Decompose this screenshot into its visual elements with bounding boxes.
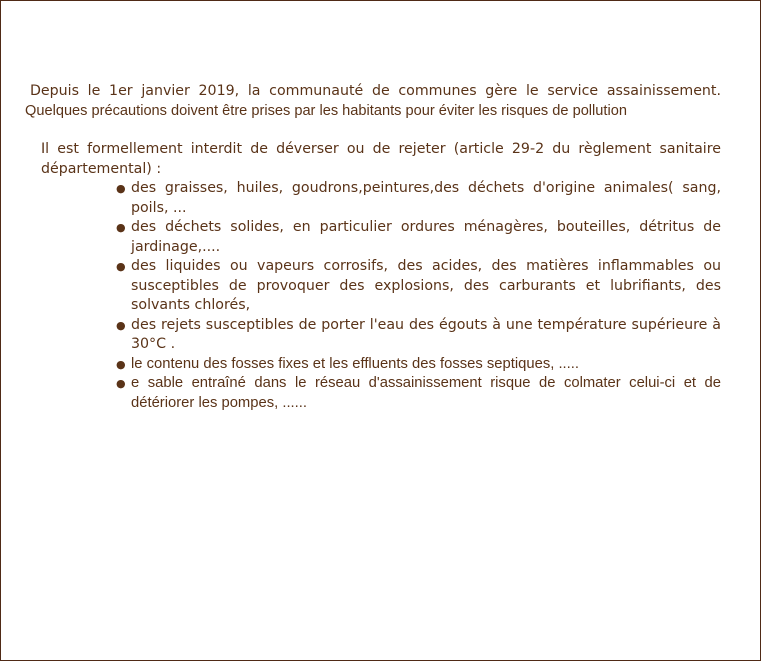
- list-item-text: des graisses, huiles, goudrons,peintures,des déchets d'origine animales( sang, poils, ...: [131, 180, 721, 216]
- list-item: [116, 179, 721, 218]
- list-item: [116, 374, 721, 413]
- article-content: [25, 82, 721, 413]
- bullet-icon: ●: [116, 182, 126, 195]
- rules-section: [41, 140, 721, 413]
- list-item-text: des liquides ou vapeurs corrosifs, des acides, des matières inflammables ou susceptibles de provoquer des explosions, des carburants et lubrifiants, des solvants chlorés,: [131, 258, 721, 313]
- bullet-icon: ●: [116, 318, 126, 332]
- bullet-icon: ●: [116, 377, 126, 390]
- list-item: [116, 218, 721, 257]
- list-item-text: des rejets susceptibles de porter l'eau des égouts à une température supérieure à 30°C .: [131, 316, 721, 352]
- list-item: [116, 257, 721, 316]
- rules-heading: Il est formellement interdit de déverser ou de rejeter (article 29-2 du règlement sanitaire départemental) :: [41, 141, 721, 177]
- list-item-text: des déchets solides, en particulier ordures ménagères, bouteilles, détritus de jardinage,....: [131, 219, 721, 255]
- list-item: [116, 316, 721, 355]
- bullet-icon: ●: [116, 221, 126, 234]
- intro-line-2: Quelques précautions doivent être prises par les habitants pour éviter les risques de pollution: [25, 102, 627, 119]
- list-item-text: e sable entraîné dans le réseau d'assainissement risque de colmater celui-ci et de détériorer les pompes, ......: [131, 375, 721, 411]
- intro-paragraph: [25, 82, 721, 121]
- list-item: [116, 355, 721, 375]
- bullet-icon: ●: [116, 260, 126, 273]
- bullet-icon: ●: [116, 357, 126, 371]
- rules-list: [41, 179, 721, 413]
- list-item-text: le contenu des fosses fixes et les effluents des fosses septiques, .....: [131, 355, 579, 372]
- intro-line-1: Depuis le 1er janvier 2019, la communauté de communes gère le service assainissement.: [30, 83, 721, 99]
